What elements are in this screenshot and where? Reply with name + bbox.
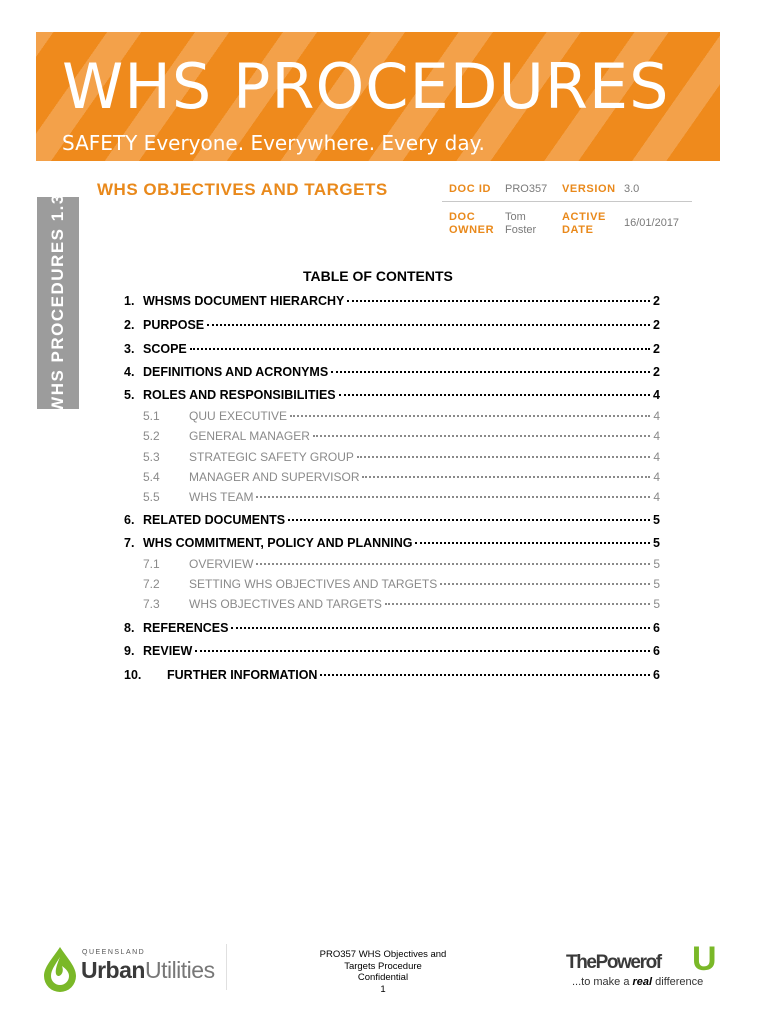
toc-number: 5.3 — [143, 450, 160, 464]
toc-label: WHS OBJECTIVES AND TARGETS — [189, 597, 382, 611]
toc-leader — [207, 324, 650, 326]
toc-entry-7[interactable] — [124, 536, 660, 550]
toc-leader — [313, 435, 650, 437]
toc-page: 2 — [653, 318, 660, 332]
toc-number: 4. — [124, 365, 135, 379]
toc-page: 5 — [653, 513, 660, 527]
power-of-text: ThePowerof — [566, 952, 661, 973]
toc-number: 9. — [124, 644, 135, 658]
logo-wordmark — [81, 957, 215, 984]
meta-divider — [442, 201, 692, 202]
toc-number: 5.5 — [143, 490, 160, 504]
tagline-post: difference — [652, 976, 704, 988]
toc-page: 4 — [653, 470, 660, 484]
doc-owner-label-line2: OWNER — [449, 224, 495, 236]
footer-confidential: Confidential — [357, 972, 409, 983]
toc-label: WHSMS DOCUMENT HIERARCHY — [143, 294, 345, 308]
toc-leader — [347, 300, 650, 302]
toc-page: 6 — [653, 644, 660, 658]
toc-leader — [339, 394, 650, 396]
toc-page: 6 — [653, 668, 660, 682]
toc-page: 2 — [653, 365, 660, 379]
toc-label: SETTING WHS OBJECTIVES AND TARGETS — [189, 577, 438, 591]
tagline-pre: ...to make a — [572, 976, 633, 988]
toc-number: 8. — [124, 621, 135, 635]
toc-entry-2[interactable] — [124, 318, 660, 332]
toc-page: 5 — [653, 597, 660, 611]
toc-label: REFERENCES — [143, 621, 229, 635]
toc-label: FURTHER INFORMATION — [167, 668, 318, 682]
toc-leader — [256, 496, 650, 498]
toc-entry-7-1[interactable] — [143, 557, 660, 571]
toc-page: 2 — [653, 342, 660, 356]
toc-entry-10[interactable] — [124, 668, 660, 682]
toc-number: 7.3 — [143, 597, 160, 611]
toc-number: 10. — [124, 668, 142, 682]
toc-leader — [331, 371, 650, 373]
version-label: VERSION — [562, 183, 616, 195]
active-date-label — [562, 211, 606, 237]
document-title: WHS OBJECTIVES AND TARGETS — [97, 180, 388, 199]
toc-leader — [362, 476, 650, 478]
tagline-emphasis: real — [632, 976, 653, 988]
active-date-label-line1: ACTIVE — [562, 211, 606, 223]
toc-entry-5[interactable] — [124, 388, 660, 402]
toc-number: 7. — [124, 536, 135, 550]
banner-title: WHS PROCEDURES — [62, 50, 670, 123]
toc-page: 4 — [653, 429, 660, 443]
toc-number: 5.1 — [143, 409, 160, 423]
power-tagline — [572, 976, 703, 988]
toc-entry-5-4[interactable] — [143, 470, 660, 484]
toc-entry-8[interactable] — [124, 621, 660, 635]
toc-entry-4[interactable] — [124, 365, 660, 379]
toc-leader — [290, 415, 650, 417]
toc-entry-6[interactable] — [124, 513, 660, 527]
toc-entry-5-2[interactable] — [143, 429, 660, 443]
toc-page: 4 — [653, 450, 660, 464]
toc-entry-7-3[interactable] — [143, 597, 660, 611]
toc-label: WHS COMMITMENT, POLICY AND PLANNING — [143, 536, 413, 550]
toc-leader — [190, 348, 650, 350]
toc-leader — [231, 627, 650, 629]
toc-number: 5. — [124, 388, 135, 402]
active-date-value: 16/01/2017 — [624, 217, 680, 229]
active-date-label-line2: DATE — [562, 224, 594, 236]
footer-document-info — [298, 949, 468, 995]
toc-leader — [357, 456, 650, 458]
toc-label: GENERAL MANAGER — [189, 429, 310, 443]
logo-queensland: QUEENSLAND — [82, 949, 146, 956]
doc-owner-label — [449, 211, 494, 237]
doc-id-value: PRO357 — [505, 183, 548, 195]
toc-entry-5-5[interactable] — [143, 490, 660, 504]
toc-entry-1[interactable] — [124, 294, 660, 308]
toc-leader — [320, 674, 650, 676]
toc-entry-9[interactable] — [124, 644, 660, 658]
toc-label: REVIEW — [143, 644, 193, 658]
toc-entry-5-1[interactable] — [143, 409, 660, 423]
toc-number: 7.1 — [143, 557, 160, 571]
toc-label: WHS TEAM — [189, 490, 254, 504]
toc-leader — [415, 542, 650, 544]
toc-label: PURPOSE — [143, 318, 205, 332]
version-value: 3.0 — [624, 183, 640, 195]
toc-label: OVERVIEW — [189, 557, 254, 571]
side-tab-label: WHS PROCEDURES 1.3 — [48, 193, 67, 413]
toc-entry-5-3[interactable] — [143, 450, 660, 464]
logo-utilities: Utilities — [144, 957, 215, 983]
toc-leader — [195, 650, 650, 652]
toc-label: QUU EXECUTIVE — [189, 409, 288, 423]
toc-heading: TABLE OF CONTENTS — [303, 268, 453, 284]
header-banner — [36, 32, 720, 161]
toc-label: SCOPE — [143, 342, 187, 356]
footer-divider — [226, 944, 227, 990]
toc-leader — [385, 603, 650, 605]
toc-number: 5.2 — [143, 429, 160, 443]
toc-page: 2 — [653, 294, 660, 308]
toc-entry-7-2[interactable] — [143, 577, 660, 591]
logo-urban: Urban — [81, 957, 145, 983]
toc-number: 6. — [124, 513, 135, 527]
toc-entry-3[interactable] — [124, 342, 660, 356]
toc-leader — [440, 583, 650, 585]
toc-page: 4 — [653, 388, 660, 402]
power-u-letter: U — [692, 940, 717, 978]
toc-page: 4 — [653, 490, 660, 504]
doc-owner-label-line1: DOC — [449, 211, 476, 223]
toc-label: RELATED DOCUMENTS — [143, 513, 286, 527]
toc-number: 2. — [124, 318, 135, 332]
footer-line2: Targets Procedure — [344, 960, 422, 972]
water-drop-icon — [40, 945, 80, 993]
doc-id-label: DOC ID — [449, 183, 492, 195]
toc-label: STRATEGIC SAFETY GROUP — [189, 450, 354, 464]
urban-utilities-logo — [40, 943, 230, 993]
toc-label: MANAGER AND SUPERVISOR — [189, 470, 360, 484]
toc-page: 5 — [653, 536, 660, 550]
doc-owner-first: Tom — [505, 211, 526, 223]
footer-line1: PRO357 WHS Objectives and — [319, 949, 447, 960]
toc-page: 6 — [653, 621, 660, 635]
doc-owner-value — [505, 211, 536, 237]
toc-number: 1. — [124, 294, 135, 308]
toc-leader — [256, 563, 650, 565]
toc-page: 5 — [653, 577, 660, 591]
doc-owner-last: Foster — [505, 224, 537, 236]
banner-tagline: SAFETY Everyone. Everywhere. Every day. — [62, 131, 485, 155]
side-tab — [37, 193, 79, 413]
toc-number: 7.2 — [143, 577, 160, 591]
footer-page-number: 1 — [380, 983, 386, 995]
toc-page: 4 — [653, 409, 660, 423]
power-of-u-logo — [566, 942, 726, 992]
toc-number: 3. — [124, 342, 135, 356]
toc-label: ROLES AND RESPONSIBILITIES — [143, 388, 336, 402]
toc-page: 5 — [653, 557, 660, 571]
toc-number: 5.4 — [143, 470, 160, 484]
toc-label: DEFINITIONS AND ACRONYMS — [143, 365, 329, 379]
toc-leader — [288, 519, 650, 521]
